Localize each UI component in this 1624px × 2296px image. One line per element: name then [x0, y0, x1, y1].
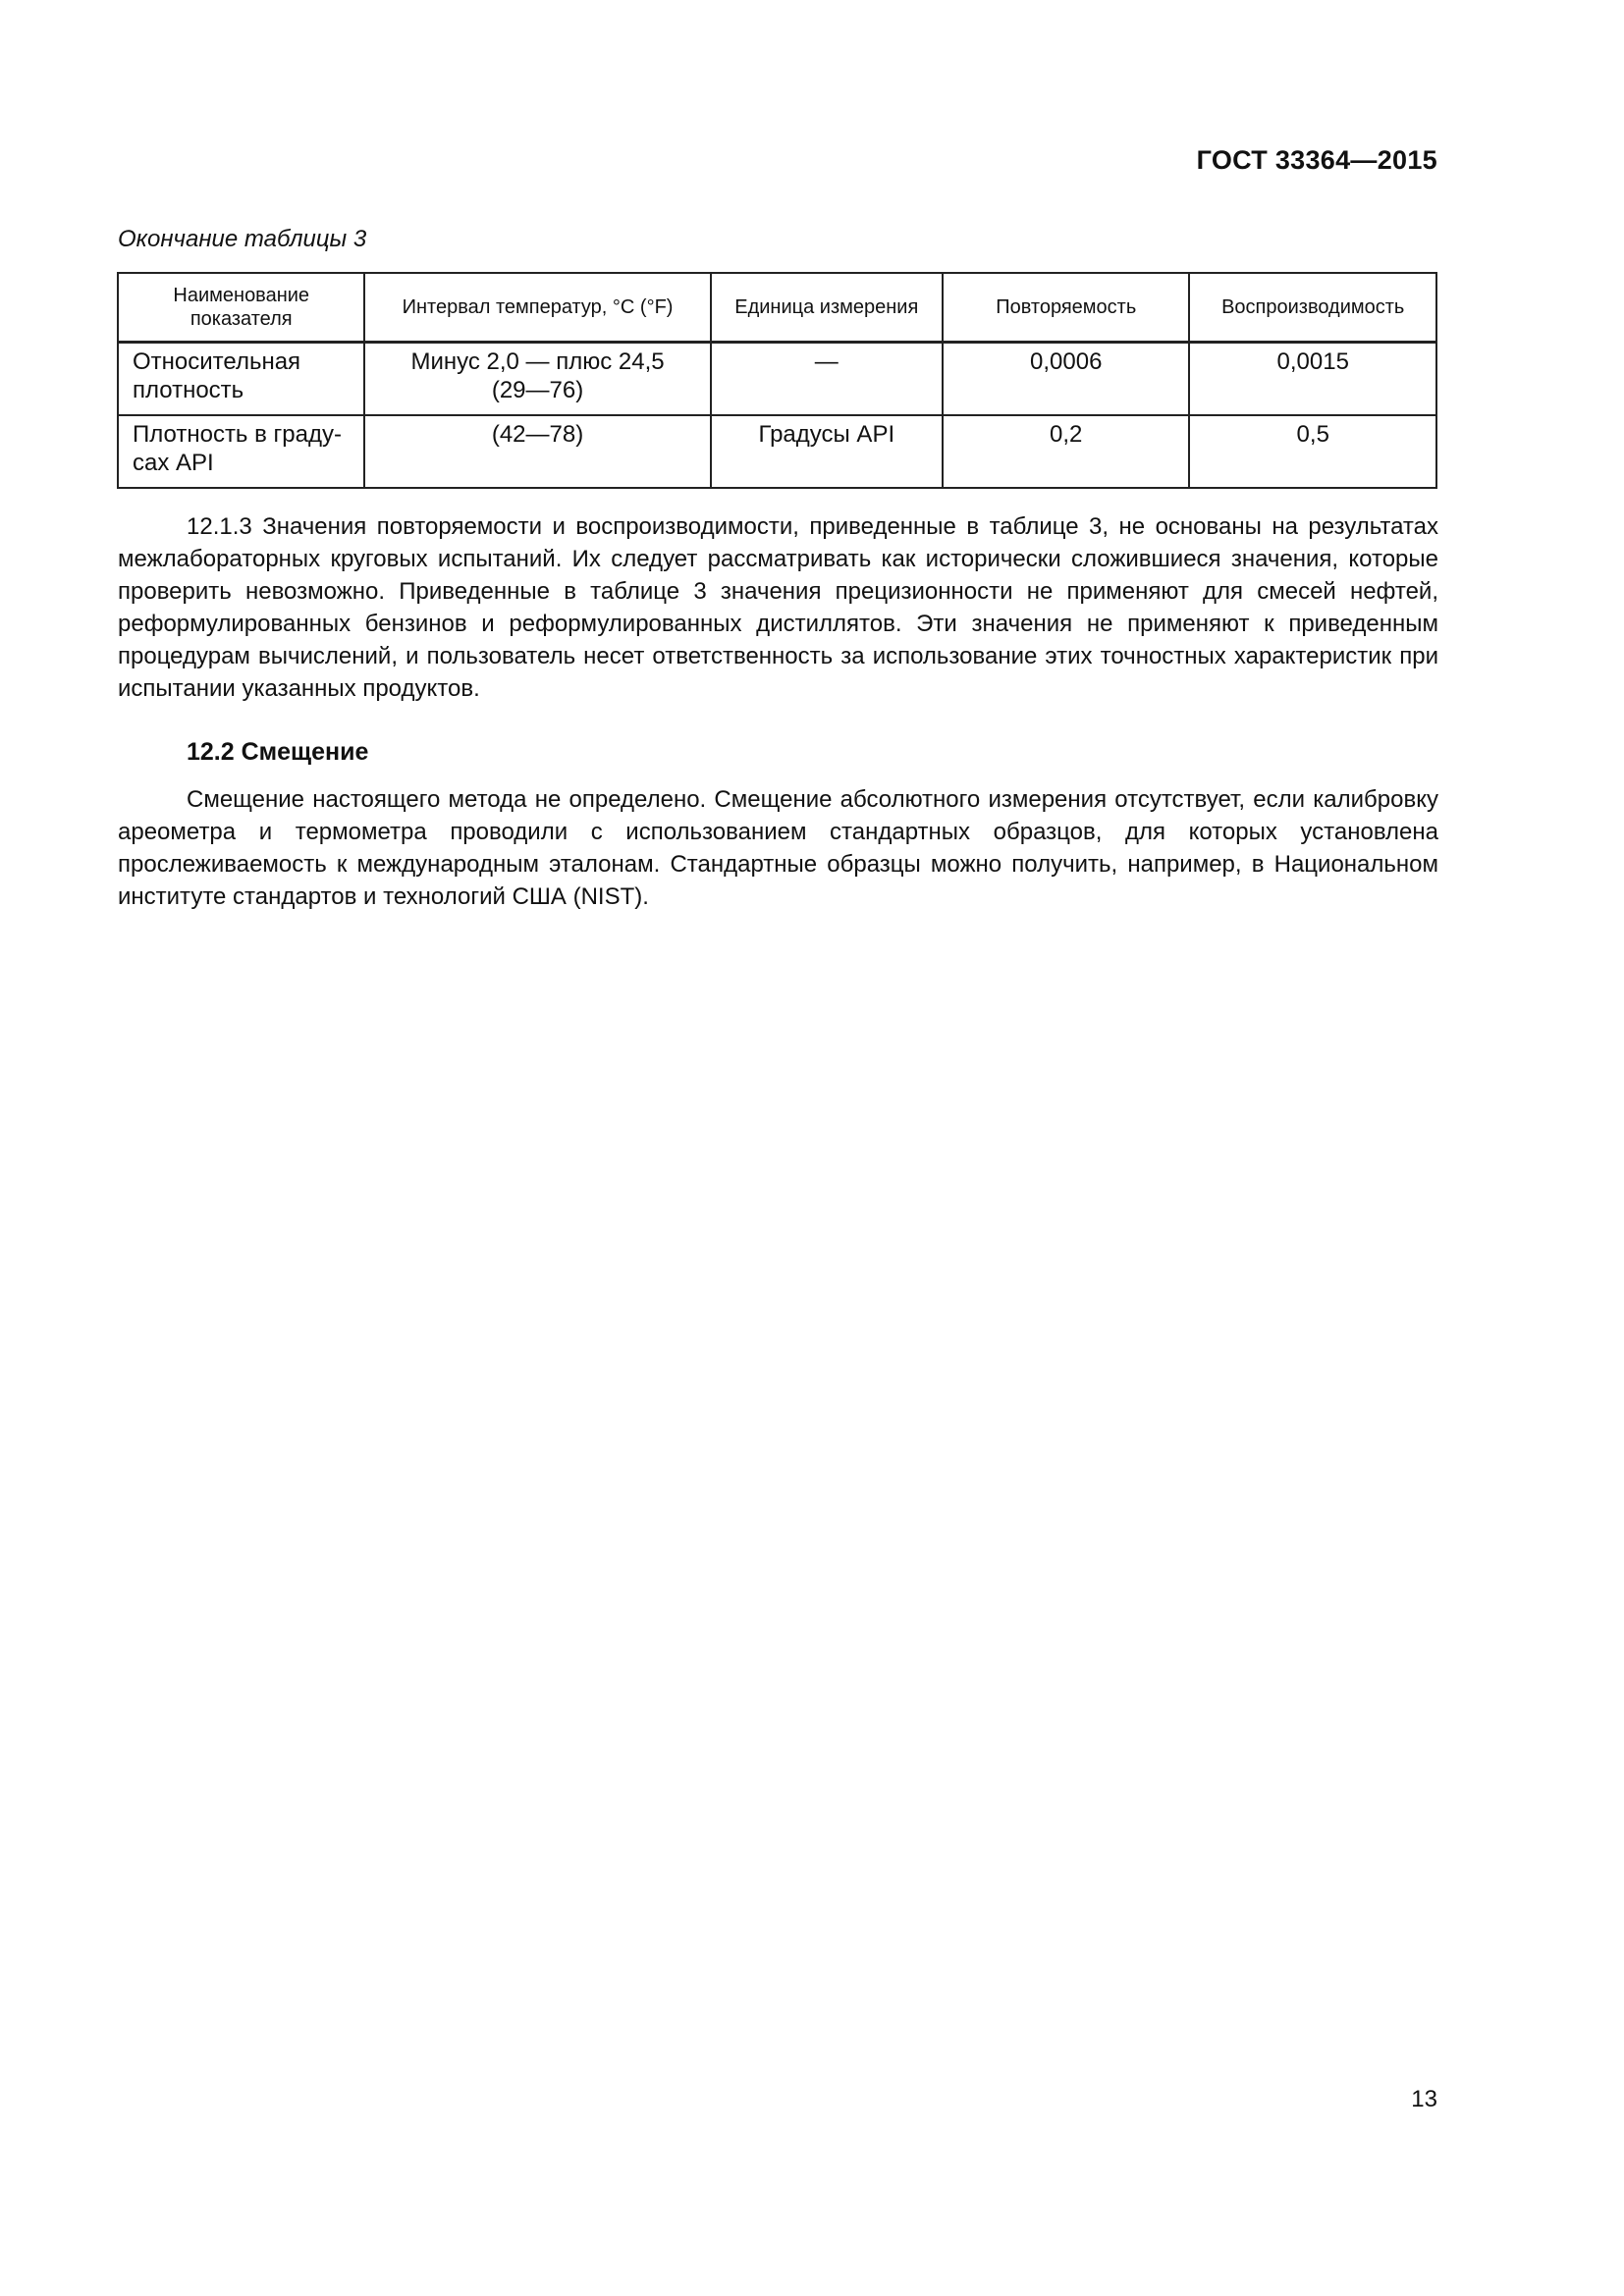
column-header-temperature-interval: Интервал температур, °C (°F)	[364, 273, 710, 343]
cell-temperature-interval	[364, 343, 710, 416]
column-header-unit: Единица измерения	[711, 273, 943, 343]
cell-unit: —	[711, 343, 943, 416]
paragraph-12-2: Смещение настоящего метода не определено. Смещение абсолютного измерения отсутствует, если калибровку ареометра и термометра проводили с использованием стандартных образцов, для которых установлена прослеживаемость к международным эталонам. Стандартные образцы можно получить, например, в Национальном институте стандартов и технологий США (NIST).	[118, 786, 1438, 910]
table-caption: Окончание таблицы 3	[118, 226, 367, 252]
page-number: 13	[1411, 2086, 1437, 2112]
table-row	[118, 415, 1436, 488]
cell-temperature-interval	[364, 415, 710, 488]
cell-name: Относительная плотность	[118, 343, 364, 416]
cell-repeatability: 0,0006	[943, 343, 1189, 416]
table-row	[118, 343, 1436, 416]
cell-name: Плотность в граду-сах API	[118, 415, 364, 488]
cell-repeatability: 0,2	[943, 415, 1189, 488]
precision-table	[117, 272, 1437, 489]
cell-reproducibility: 0,5	[1189, 415, 1436, 488]
column-header-name: Наименование показателя	[118, 273, 364, 343]
interval-line-1: (42—78)	[491, 421, 584, 448]
column-header-repeatability: Повторяемость	[943, 273, 1189, 343]
interval-line-2: (29—76)	[491, 377, 584, 403]
cell-unit: Градусы API	[711, 415, 943, 488]
table-header-row	[118, 273, 1436, 343]
paragraph-12-1-3: 12.1.3 Значения повторяемости и воспроизводимости, приведенные в таблице 3, не основаны на результатах межлабораторных круговых испытаний. Их следует рассматривать как исторически сложившиеся значения, которые проверить невозможно. Приведенные в таблице 3 значения прецизионности не применяют для смесей нефтей, реформулированных бензинов и реформулированных дистиллятов. Эти значения не применяют к приведенным процедурам вычислений, и пользователь несет ответственность за использование этих точностных характеристик при испытании указанных продуктов.	[118, 513, 1438, 702]
cell-reproducibility: 0,0015	[1189, 343, 1436, 416]
column-header-reproducibility: Воспроизводимость	[1189, 273, 1436, 343]
section-heading-12-2: 12.2 Смещение	[187, 738, 369, 766]
interval-line-1: Минус 2,0 — плюс 24,5	[410, 348, 665, 375]
document-standard-header: ГОСТ 33364—2015	[1196, 145, 1437, 175]
